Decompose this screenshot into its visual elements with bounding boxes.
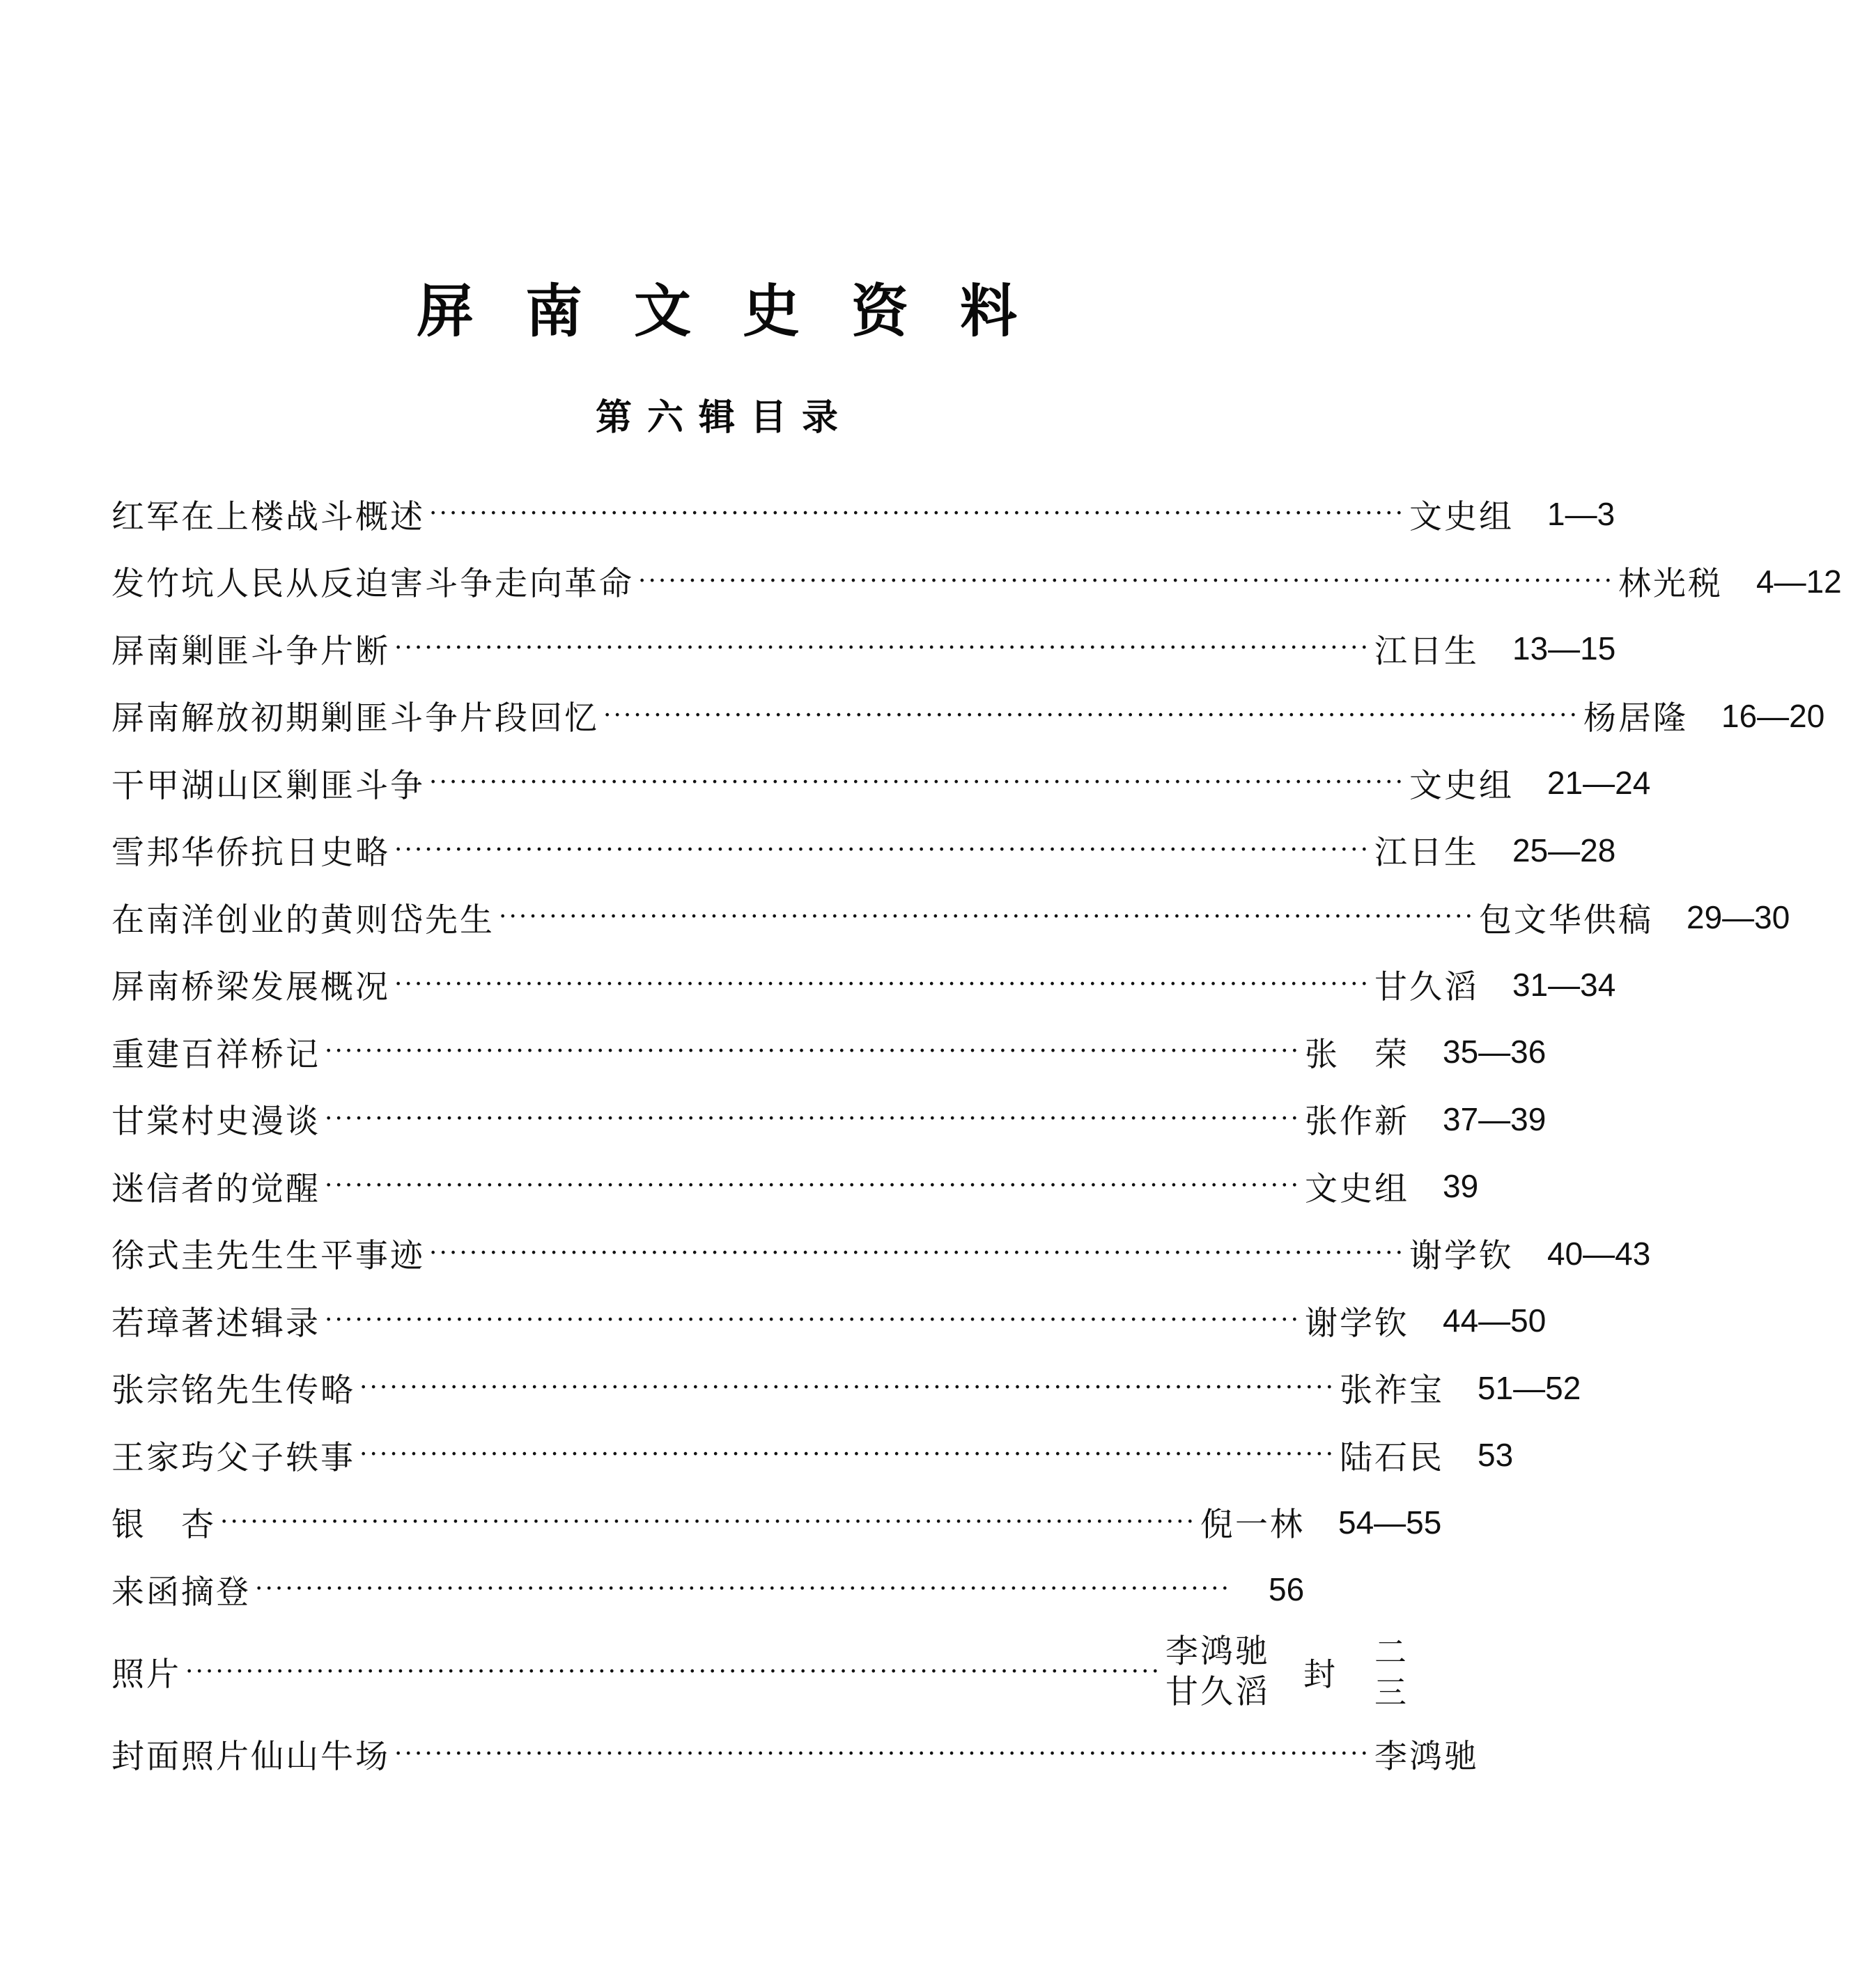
entry-pages: 37—39: [1443, 1100, 1546, 1137]
toc-entry-photos: [111, 1623, 1407, 1721]
entry-title: 雪邦华侨抗日史略: [111, 834, 390, 873]
toc-entry: [111, 481, 1615, 548]
dot-leader: ·································································································: [429, 768, 1406, 797]
entry-author: 杨居隆: [1583, 699, 1689, 738]
cover-page-number: 三: [1374, 1673, 1407, 1711]
entry-title: 来函摘登: [111, 1573, 251, 1612]
entry-author: 李鸿驰: [1374, 1738, 1480, 1777]
entry-author: 文史组: [1409, 497, 1514, 536]
entry-pages: 56: [1269, 1571, 1305, 1608]
entry-author: 文史组: [1305, 1169, 1410, 1208]
entry-pages: 51—52: [1478, 1369, 1581, 1406]
toc-entry: [111, 1220, 1651, 1288]
entry-pages: 35—36: [1443, 1034, 1546, 1070]
entry-author: 谢学钦: [1409, 1237, 1514, 1276]
dot-leader: ·································································································: [429, 499, 1406, 529]
entry-pages: 25—28: [1512, 832, 1616, 868]
entry-title: 干甲湖山区剿匪斗争: [111, 766, 425, 805]
entry-title: 若璋著述辑录: [111, 1304, 320, 1343]
entry-author: 江日生: [1374, 632, 1480, 671]
dot-leader: ·································································································: [359, 1373, 1336, 1402]
cover-label: 封: [1303, 1655, 1336, 1693]
entry-pages: 31—34: [1512, 966, 1616, 1003]
entry-author: 谢学钦: [1305, 1304, 1410, 1343]
toc-entry: [111, 1355, 1581, 1422]
entry-pages: 1—3: [1547, 496, 1615, 533]
dot-leader: ·································································································: [325, 1306, 1301, 1335]
toc-entry: [111, 884, 1790, 951]
entry-author: 林光税: [1618, 565, 1723, 604]
toc-entry: [111, 951, 1616, 1019]
entry-title: 屏南桥梁发展概况: [111, 968, 390, 1007]
toc-entry: [111, 1153, 1479, 1220]
toc-entry: [111, 749, 1651, 817]
entry-title: 发竹坑人民从反迫害斗争走向革命: [111, 565, 634, 604]
entry-title: 在南洋创业的黄则岱先生: [111, 901, 495, 940]
entry-author: 江日生: [1374, 834, 1480, 873]
toc-entry: [111, 1556, 1324, 1623]
page-subtitle: 第六辑目录: [595, 397, 853, 439]
toc-entry: [111, 1721, 1480, 1789]
entry-author: 张 荣: [1305, 1035, 1410, 1074]
toc-entry: [111, 615, 1616, 683]
entry-author: 文史组: [1409, 766, 1514, 805]
dot-leader: ·································································································: [638, 566, 1615, 595]
entry-pages: 21—24: [1547, 765, 1651, 802]
entry-author: 倪一林: [1200, 1506, 1305, 1545]
toc-entry: [111, 1086, 1546, 1153]
entry-title: 迷信者的觉醒: [111, 1169, 320, 1208]
entry-pages: [1270, 1632, 1423, 1713]
entry-authors: [1165, 1632, 1270, 1713]
dot-leader: ·································································································: [325, 1104, 1301, 1133]
entry-title: 屏南剿匪斗争片断: [111, 632, 390, 671]
dot-leader: ·································································································: [325, 1171, 1301, 1201]
page-title: 屏南文史资料: [416, 279, 1069, 345]
dot-leader: ·································································································: [394, 1739, 1371, 1768]
dot-leader: ·································································································: [603, 701, 1580, 730]
entry-pages: 54—55: [1338, 1504, 1442, 1541]
entry-pages: 40—43: [1547, 1235, 1651, 1272]
entry-title: 屏南解放初期剿匪斗争片段回忆: [111, 699, 599, 738]
entry-pages: 53: [1478, 1437, 1514, 1474]
dot-leader: ·································································································: [359, 1440, 1336, 1470]
entry-title: 银 杏: [111, 1506, 216, 1545]
toc-entry: [111, 1287, 1546, 1355]
entry-title: 封面照片仙山牛场: [111, 1738, 390, 1777]
dot-leader: ·································································································: [255, 1575, 1232, 1604]
entry-title: 徐式圭先生生平事迹: [111, 1237, 425, 1276]
entry-title: 红军在上楼战斗概述: [111, 497, 425, 536]
entry-title: 张宗铭先生传略: [111, 1371, 355, 1410]
dot-leader: ·································································································: [394, 835, 1371, 864]
cover-pages: [1374, 1632, 1406, 1713]
entry-pages: 13—15: [1512, 630, 1616, 667]
entry-title: 甘棠村史漫谈: [111, 1102, 320, 1141]
toc-entry: [111, 683, 1825, 750]
entry-author: 张祚宝: [1340, 1371, 1445, 1410]
entry-title: 重建百祥桥记: [111, 1035, 320, 1074]
dot-leader: ·································································································: [394, 969, 1371, 999]
entry-pages: 44—50: [1443, 1302, 1546, 1339]
entry-pages: 29—30: [1687, 899, 1790, 936]
entry-title: 照片: [111, 1655, 181, 1694]
entry-pages: 39: [1443, 1168, 1479, 1205]
toc-entry: [111, 1489, 1442, 1557]
dot-leader: ·································································································: [499, 903, 1475, 932]
dot-leader: ·································································································: [185, 1657, 1162, 1686]
toc-entry: [111, 1421, 1514, 1489]
dot-leader: ·································································································: [394, 634, 1371, 663]
entry-pages: 4—12: [1756, 563, 1842, 600]
toc-entry: [111, 817, 1616, 885]
table-of-contents: [111, 481, 1842, 1788]
entry-author: 甘久滔: [1165, 1672, 1271, 1711]
entry-author: 甘久滔: [1374, 968, 1480, 1007]
toc-entry: [111, 1018, 1546, 1086]
entry-title: 王家玙父子轶事: [111, 1438, 355, 1477]
dot-leader: ·································································································: [429, 1238, 1406, 1268]
cover-page-number: 二: [1374, 1633, 1407, 1671]
toc-entry: [111, 548, 1842, 616]
dot-leader: ·································································································: [325, 1037, 1301, 1066]
entry-pages: 16—20: [1721, 697, 1825, 734]
entry-author: 李鸿驰: [1165, 1632, 1271, 1671]
entry-author: 陆石民: [1340, 1438, 1445, 1477]
entry-author: 张作新: [1305, 1102, 1410, 1141]
entry-author: 包文华供稿: [1479, 901, 1654, 940]
dot-leader: ·································································································: [220, 1507, 1197, 1536]
